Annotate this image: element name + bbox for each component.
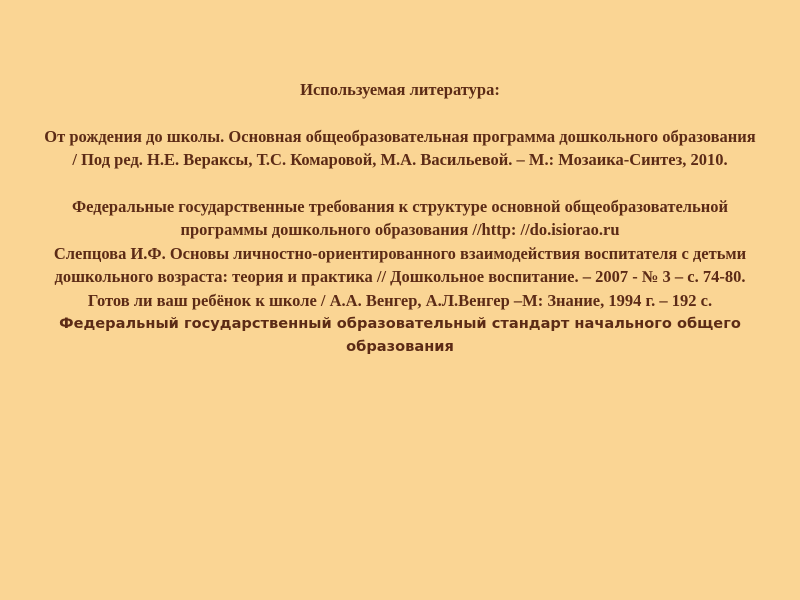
reference-item-4: Готов ли ваш ребёнок к школе / А.А. Венгер, А.Л.Венгер –М: Знание, 1994 г. – 192 с.	[87, 290, 713, 310]
spacer	[40, 172, 760, 195]
reference-item-3: Слепцова И.Ф. Основы личностно-ориентированного взаимодействия воспитателя с детьми дошкольного возраста: теория и практика // Дошкольное воспитание. – 2007 - № 3 – с. 74-80.	[53, 243, 747, 287]
reference-item-2: Федеральные государственные требования к структуре основной общеобразовательной программы дошкольного образования //http: //do.isiorao.ru	[71, 197, 729, 240]
spacer	[40, 101, 760, 124]
reference-item-5: Федеральный государственный образовательный стандарт начального общего образования	[59, 315, 741, 356]
references-block	[40, 78, 760, 359]
references-heading: Используемая литература:	[300, 80, 500, 99]
reference-item-1: От рождения до школы. Основная общеобразовательная программа дошкольного образования / Под ред. Н.Е. Вераксы, Т.С. Комаровой, М.А. Васильевой. – М.: Мозаика-Синтез, 2010.	[44, 126, 756, 170]
